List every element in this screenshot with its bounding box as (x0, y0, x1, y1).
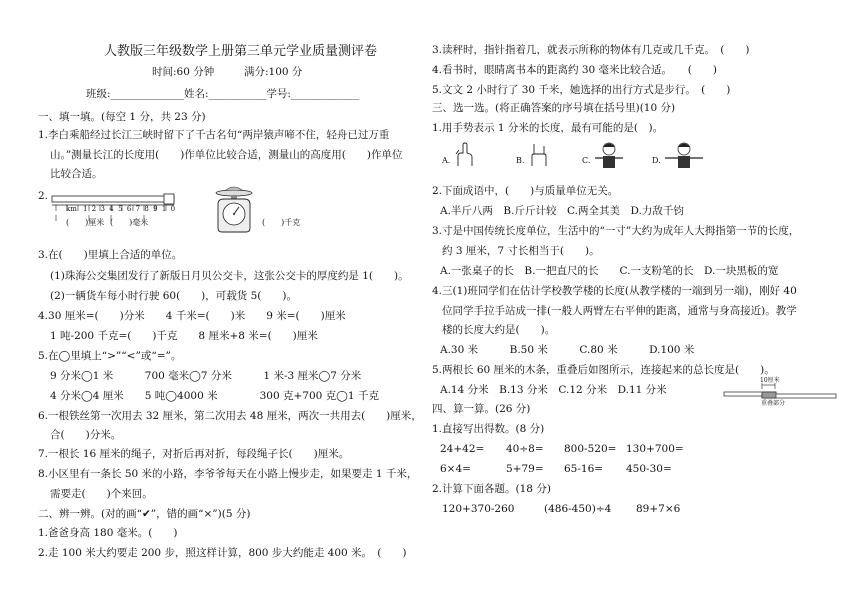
ruler-answer-1 (66, 218, 104, 228)
question-1-line-1: 1.李白乘船经过长江三峡时留下了千古名句“两岸猿声啼不住，轻舟已过万重 (38, 129, 390, 141)
question-8-line-1: 8.小区里有一条长 50 米的小路，李爷爷每天在小路上慢步走，如果要走 1 千米， (38, 468, 418, 480)
child-arms-c-icon (592, 140, 626, 176)
judge-5: 5.文文 2 小时行了 30 千米，她选择的出行方式是步行。 ( ) (432, 84, 731, 96)
choice-1-option-b: B. (516, 156, 525, 165)
choice-4-line-2: 位同学手拉手站成一排(一般人两臂左右平伸的距离，通常与身高接近)。教学 (442, 305, 797, 317)
choice-4-line-3: 楼的长度大约是( )。 (442, 324, 556, 336)
choice-1: 1.用手势表示 1 分米的长度，最有可能的是( )。 (432, 122, 664, 134)
ruler-tick: 5 (118, 205, 127, 213)
arith-2-item: 120+370-260 (442, 503, 515, 515)
question-3-2: (2)一辆货车每小时行驶 60( )，可载货 5( )。 (50, 290, 297, 302)
arith-1-item: 65-16= (564, 463, 604, 475)
ruler-blank-2: ( ) (110, 218, 133, 227)
arith-2-item: 89+7×6 (636, 503, 681, 515)
exam-title: 人教版三年级数学上册第三单元学业质量测评卷 (104, 44, 378, 59)
choice-4-options: A.30 米 B.50 米 C.80 米 D.100 米 (440, 344, 695, 356)
question-2-number: 2. (38, 190, 49, 202)
arith-1: 1.直接写出得数。(8 分) (432, 423, 545, 435)
choice-3-options: A.一张桌子的长 B.一把直尺的长 C.一支粉笔的长 D.一块黑板的宽 (440, 265, 779, 277)
section-2-title: 二、辨一辨。(对的画“✔”，错的画“×”)(5 分) (38, 508, 251, 520)
section-3-title: 三、选一选。(将正确答案的序号填在括号里)(10 分) (432, 102, 676, 114)
ruler-tick: 9 (153, 205, 162, 213)
choice-1-option-a: A. (442, 156, 451, 165)
choice-5: 5.两根长 60 厘米的木条，重叠后如图所示，连接起来的总长度是( )。 (432, 364, 775, 376)
overlap-length-label: 10厘米 (760, 377, 780, 384)
ruler-tick: 8 (144, 205, 154, 213)
student-info-fields: 班级:______________姓名:___________学号:_____________ (86, 88, 360, 100)
arith-1-item: 800-520= (564, 443, 617, 455)
hand-gesture-b-icon (526, 140, 550, 172)
ruler-tick: 7 (135, 205, 145, 213)
choice-5-options: A.14 分米 B.13 分米 C.12 分米 D.11 分米 (440, 384, 667, 396)
arith-1-item: 5+79= (506, 463, 544, 475)
arith-1-item: 450-30= (626, 463, 672, 475)
exam-time: 时间:60 分钟 (152, 66, 215, 78)
arith-1-item: 130+700= (626, 443, 684, 455)
overlap-part-label: 重叠部分 (761, 400, 786, 407)
question-8-line-2: 需要走( )个来回。 (50, 488, 153, 500)
scale-unit-kg: 千克 (284, 218, 301, 227)
question-4-line-1: 4.30 厘米=( )分米 4 千米=( )米 9 米=( )厘米 (38, 310, 346, 322)
question-1-line-2: 山。”测量长江的长度用( )作单位比较合适，测量山的高度用( )作单位 (50, 149, 403, 161)
judge-3: 3.读秤时，指针指着几，就表示所称的物体有几克或几千克。 ( ) (432, 44, 750, 56)
judge-4: 4.看书时，眼睛离书本的距离约 30 毫米比较合适。 ( ) (432, 64, 717, 76)
arith-1-item: 40÷8= (506, 443, 544, 455)
question-3: 3.在( )里填上合适的单位。 (38, 249, 183, 261)
choice-1-option-c: C. (582, 156, 591, 165)
scale-answer (262, 218, 300, 228)
choice-4-line-1: 4.三(1)班同学们在估计学校教学楼的长度(从教学楼的一端到另一端)，刚好 40 (432, 285, 797, 297)
section-4-title: 四、算一算。(26 分) (432, 403, 531, 415)
ruler-unit-mm: 毫米 (132, 218, 149, 227)
section-1-title: 一、填一填。(每空 1 分，共 23 分) (38, 111, 206, 123)
arith-2-item: (486-450)÷4 (544, 503, 612, 515)
arith-2: 2.计算下面各题。(18 分) (432, 483, 551, 495)
judge-1: 1.爸爸身高 180 毫米。( ) (38, 527, 178, 539)
choice-2-options: A.半斤八两 B.斤斤计较 C.两全其美 D.力敌千钧 (440, 205, 684, 217)
ruler-blank-1: ( ) (66, 218, 89, 227)
scale-figure (210, 186, 258, 234)
ruler-tick-labels (83, 205, 179, 214)
question-5: 5.在◯里填上“>”“<”或“=”。 (38, 350, 182, 362)
exam-score: 满分:100 分 (244, 66, 303, 78)
question-6-line-2: 合( )分米。 (50, 429, 122, 441)
question-3-1: (1)珠海公交集团发行了新版日月贝公交卡，这张公交卡的厚度约是 1( )。 (50, 270, 409, 282)
ruler-unit-label: km (66, 205, 77, 213)
question-6-line-1: 6.一根铁丝第一次用去 32 厘米，第二次用去 48 厘米，两次一共用去( )厘米， (38, 410, 422, 422)
weighing-scale-icon (210, 186, 258, 234)
ruler-answer-2 (110, 218, 148, 228)
question-1-line-3: 比较合适。 (50, 168, 103, 180)
child-arms-d-icon (664, 140, 704, 176)
ruler-unit-cm: 厘米 (88, 218, 105, 227)
question-5-line-1: 9 分米◯1 米 700 毫米◯7 分米 1 米-3 厘米◯7 分米 (50, 370, 362, 382)
choice-2: 2.下面成语中，( )与质量单位无关。 (432, 185, 619, 197)
choice-3-line-1: 3.寸是中国传统长度单位，生活中的“一寸”大约为成年人大拇指第一节的长度， (432, 225, 800, 237)
question-7: 7.一根长 16 厘米的绳子，对折后再对折，每段绳子长( )厘米。 (38, 448, 350, 460)
question-4-line-2: 1 吨-200 千克=( )千克 8 厘米+8 米=( )厘米 (50, 330, 318, 342)
ruler-tick: 6 (126, 205, 136, 213)
hand-gesture-a-icon (452, 142, 476, 172)
ruler-tick: 3 (100, 205, 110, 213)
arith-1-item: 6×4= (440, 463, 471, 475)
choice-1-option-d: D. (652, 156, 661, 165)
ruler-tick: 2 (91, 205, 101, 213)
ruler-tick: 4 (109, 205, 119, 213)
scale-blank: ( ) (262, 218, 285, 227)
arith-1-item: 24+42= (440, 443, 485, 455)
question-5-line-2: 4 分米◯4 厘米 5 吨◯4000 米 300 克+700 克◯1 千克 (50, 390, 379, 402)
ruler-tick: 1 (83, 205, 92, 213)
ruler-tick: 10 (161, 205, 180, 213)
judge-2: 2.走 100 米大约要走 200 步，照这样计算，800 步大约能走 400 米。 ( ) (38, 547, 407, 559)
choice-3-line-2: 约 3 厘米，7 寸长相当于( )。 (442, 245, 600, 257)
